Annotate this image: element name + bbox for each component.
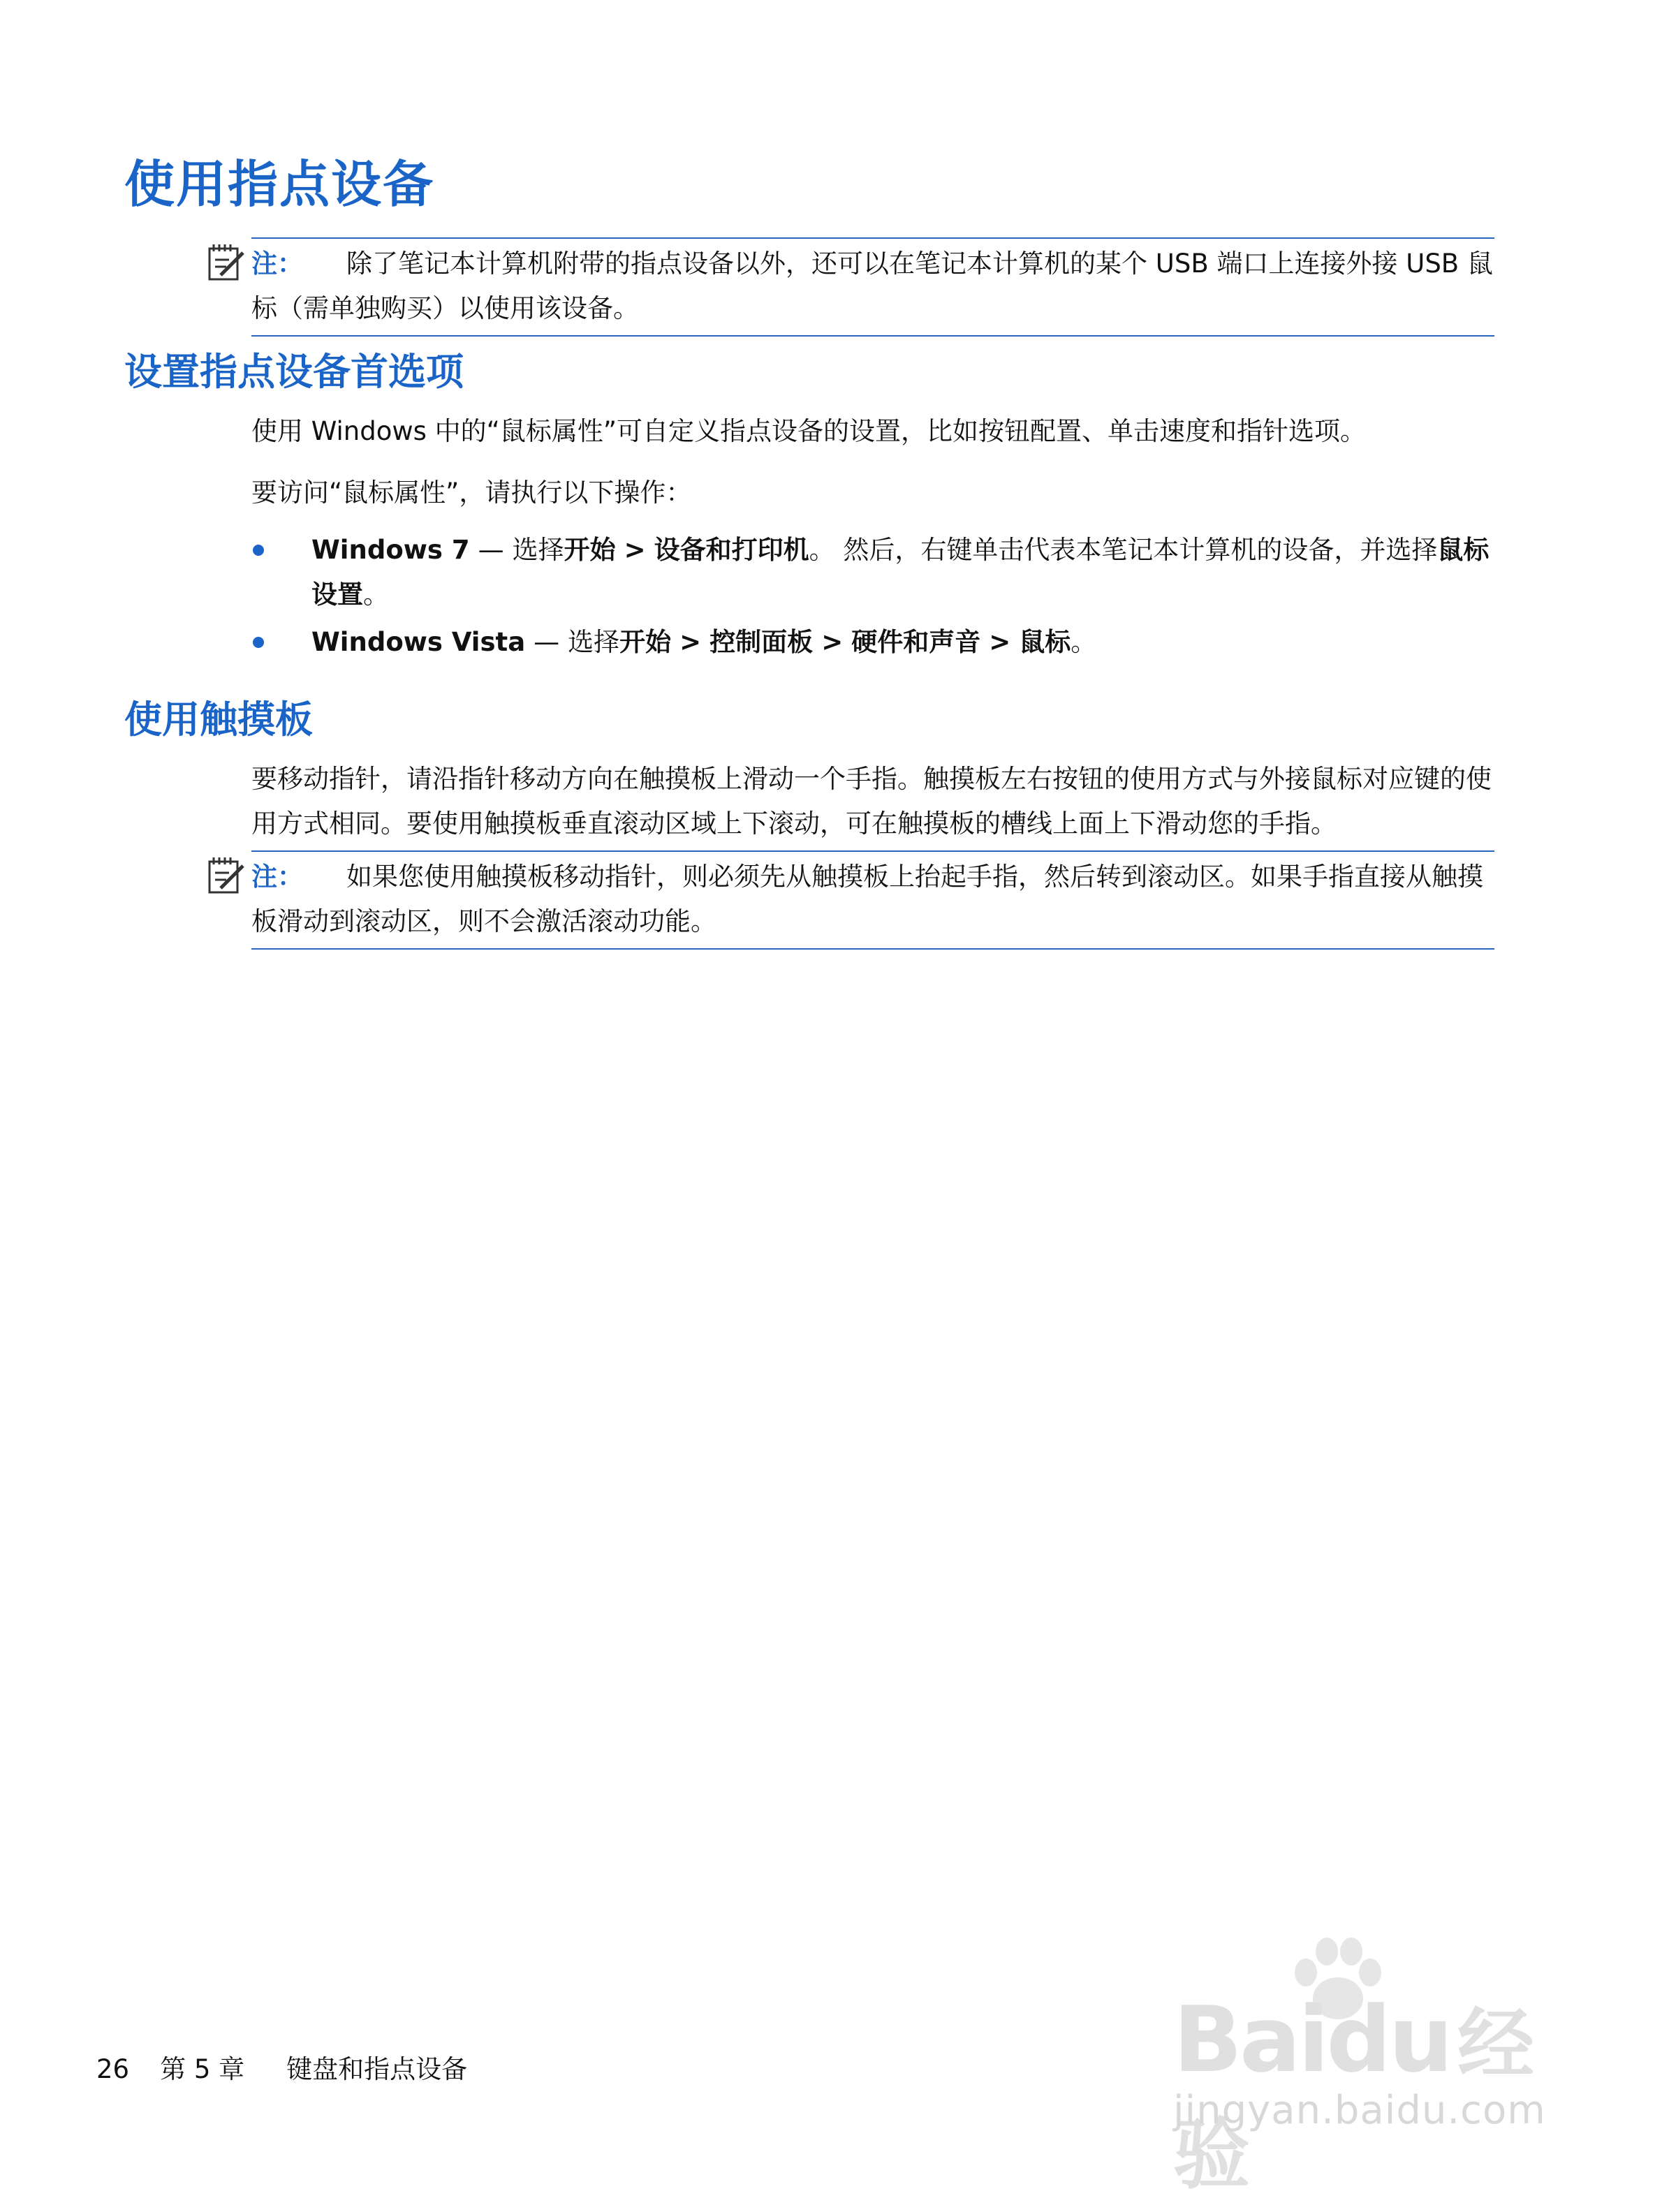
paragraph-access-instructions: 要访问“鼠标属性”，请执行以下操作： bbox=[251, 478, 692, 508]
path-separator: > bbox=[989, 627, 1011, 657]
menu-path-mouse: 鼠标 bbox=[1019, 627, 1071, 657]
paragraph-touchpad: 要移动指针，请沿指针移动方向在触摸板上滑动一个手指。触摸板左右按钮的使用方式与外接鼠标对应键的使用方式相同。要使用触摸板垂直滚动区域上下滚动，可在触摸板的槽线上面上下滑动您的手指。 bbox=[251, 764, 1492, 839]
note-text: 如果您使用触摸板移动指针，则必须先从触摸板上抬起手指，然后转到滚动区。如果手指直接从触摸板滑动到滚动区，则不会激活滚动功能。 bbox=[251, 862, 1483, 936]
section-heading-touchpad: 使用触摸板 bbox=[124, 698, 313, 742]
path-separator: > bbox=[821, 627, 844, 657]
note-label: 注： bbox=[251, 249, 303, 279]
note-label: 注： bbox=[251, 862, 303, 892]
menu-path-start: 开始 bbox=[619, 627, 672, 657]
note-icon bbox=[205, 855, 247, 897]
chapter-label: 第 5 章 bbox=[160, 2054, 245, 2084]
section-heading-preferences: 设置指点设备首选项 bbox=[124, 350, 464, 394]
bullet-dot bbox=[253, 545, 264, 556]
instruction-text: 。 然后，右键单击代表本笔记本计算机的设备，并选择 bbox=[809, 535, 1438, 565]
menu-path-start: 开始 bbox=[564, 535, 616, 565]
menu-path-control-panel: 控制面板 bbox=[709, 627, 814, 657]
baidu-watermark bbox=[1159, 1934, 1550, 2199]
menu-path-mouse-settings: 鼠标设置 bbox=[311, 535, 1490, 610]
baidu-logo-text-du: du bbox=[1326, 1986, 1450, 2093]
period: 。 bbox=[363, 580, 389, 610]
select-text: 选择 bbox=[568, 627, 620, 657]
note-text: 除了笔记本计算机附带的指点设备以外，还可以在笔记本计算机的某个 USB 端口上连接外接 USB 鼠标（需单独购买）以使用该设备。 bbox=[251, 249, 1493, 323]
baidu-logo-text: Bai bbox=[1173, 1986, 1327, 2093]
page-number: 26 bbox=[96, 2054, 130, 2084]
os-name: Windows Vista bbox=[311, 627, 526, 657]
note-box bbox=[251, 850, 1494, 950]
menu-path-devices: 设备和打印机 bbox=[654, 535, 809, 565]
select-text: 选择 bbox=[512, 535, 564, 565]
os-name: Windows 7 bbox=[311, 535, 470, 565]
bullet-dot bbox=[253, 637, 264, 648]
menu-path-hardware-sound: 硬件和声音 bbox=[851, 627, 981, 657]
dash: — bbox=[534, 627, 560, 657]
baidu-url: jingyan.baidu.com bbox=[1173, 2088, 1546, 2133]
page-title: 使用指点设备 bbox=[124, 155, 435, 214]
note-box bbox=[251, 237, 1494, 337]
baidu-logo-cn: 经验 bbox=[1173, 2000, 1531, 2199]
page-footer bbox=[96, 2047, 467, 2092]
path-separator: > bbox=[679, 627, 702, 657]
chapter-title: 键盘和指点设备 bbox=[286, 2054, 468, 2084]
period: 。 bbox=[1071, 627, 1097, 657]
list-item bbox=[311, 528, 1499, 617]
dash: — bbox=[478, 535, 504, 565]
path-separator: > bbox=[624, 535, 646, 565]
list-item bbox=[311, 620, 1499, 665]
note-icon bbox=[205, 242, 247, 283]
paragraph-mouse-properties: 使用 Windows 中的“鼠标属性”可自定义指点设备的设置，比如按钮配置、单击速度和指针选项。 bbox=[251, 416, 1367, 446]
